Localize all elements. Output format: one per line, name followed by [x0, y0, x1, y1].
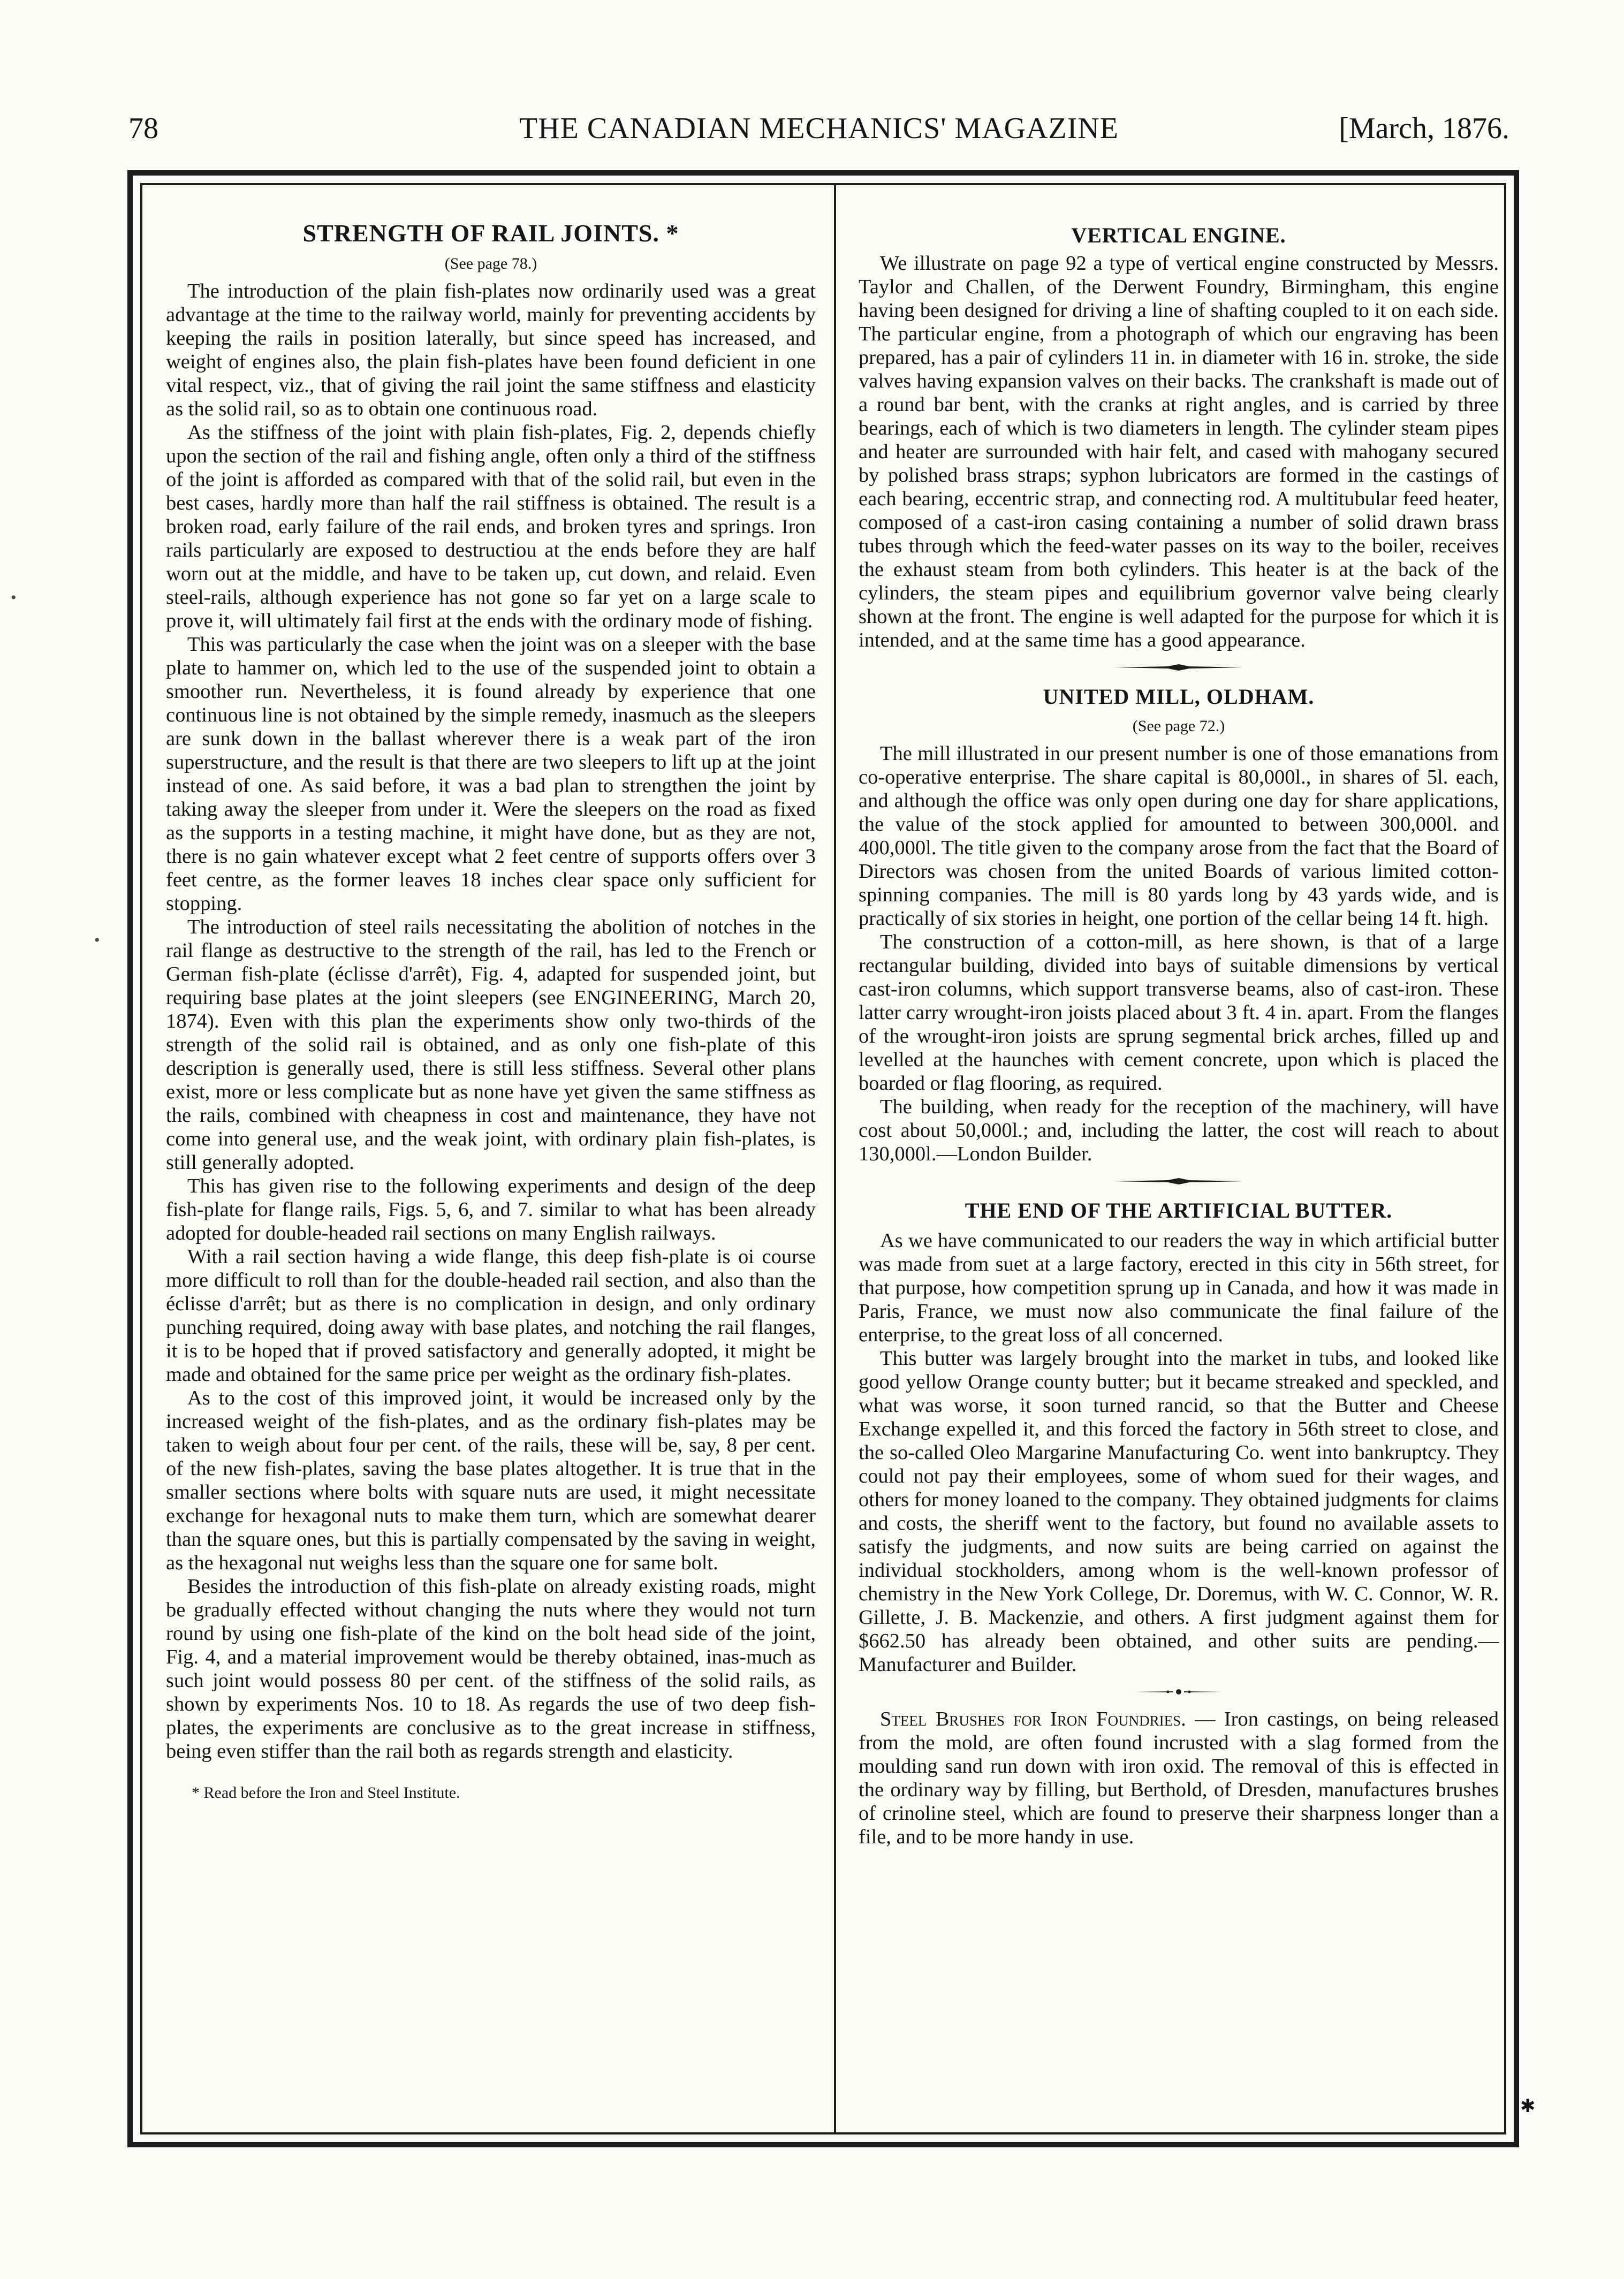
- magazine-title: THE CANADIAN MECHANICS' MAGAZINE: [519, 112, 1119, 145]
- article-title: UNITED MILL, OLDHAM.: [1043, 685, 1315, 709]
- paragraph: As to the cost of this improved joint, it would be increased only by the increased weight of the fish-plates, and as the ordinary fish-plates may be taken to weigh about four per cent. of the rails, these will be, say, 8 per cent. of the new fish-plates, saving the base plates altogether. It is true that in the smaller sections where bolts with square nuts are used, it might necessitate exchange for hexagonal nuts to make them turn, which are somewhat dearer than the square ones, but this is partially compensated by the saving in weight, as the hexagonal nut weighs less than the square one for same bolt.: [166, 1387, 816, 1574]
- see-page-note: (See page 72.): [1132, 717, 1225, 735]
- article-title: VERTICAL ENGINE.: [1071, 223, 1286, 247]
- section-divider-ornament: [1114, 1688, 1243, 1696]
- margin-mark: •: [94, 931, 100, 949]
- page-number: 78: [128, 112, 158, 145]
- running-head: [128, 110, 1509, 147]
- paragraph: This was particularly the case when the joint was on a sleeper with the base plate to hammer on, which led to the use of the suspended joint to obtain a smoother run. Nevertheless, it is found already by experience that one continuous line is not obtained by the simple remedy, inasmuch as the sleepers are sunk down in the ballast wherever there is a weak part of the iron superstructure, and the result is that there are two sleepers to lift up at the joint instead of one. As said before, it was a bad plan to strengthen the joint by taking away the sleeper from under it. Were the sleepers on the road as fixed as the supports in a testing machine, it might have done, but as they are not, there is no gain whatever except what 2 feet centre of supports offers over 3 feet centre, as the former leaves 18 inches clear space only sufficient for stopping.: [166, 633, 816, 915]
- article-united-mill: [859, 683, 1499, 1166]
- margin-mark: •: [11, 589, 17, 606]
- paragraph: Besides the introduction of this fish-plate on already existing roads, might be gradually effected without changing the nuts where they would not turn round by using one fish-plate of the kind on the bolt head side of the joint, Fig. 4, and a material improvement would be thereby obtained, inas-much as such joint would possess 80 per cent. of the stiffness of the solid rails, as shown by experiments Nos. 10 to 18. As regards the use of two deep fish-plates, the experiments are conclusive as to the great increase in stiffness, being even stiffer than the rail both as regards strength and elasticity.: [166, 1575, 816, 1763]
- paragraph: The introduction of the plain fish-plates now ordinarily used was a great advantage at the time to the railway world, mainly for preventing accidents by keeping the rails in position laterally, but since speed has increased, and weight of engines also, the plain fish-plates have been found deficient in one vital respect, viz., that of giving the rail joint the same stiffness and elasticity as the solid rail, so as to obtain one continuous road.: [166, 280, 816, 420]
- page-frame: [127, 170, 1519, 2147]
- article-artificial-butter: [859, 1197, 1499, 1676]
- article-steel-brushes: [859, 1707, 1499, 1849]
- left-column: [166, 217, 816, 2111]
- paragraph: This butter was largely brought into the market in tubs, and looked like good yellow Orange county butter; but it became streaked and speckled, and what was worse, it soon turned rancid, so that the Butter and Cheese Exchange expelled it, and this forced the factory in 56th street to close, and the so-called Oleo Margarine Manufacturing Co. went into bankruptcy. They could not pay their employees, some of whom sued for their wages, and others for money loaned to the company. They obtained judgments for claims and costs, the sheriff went to the factory, but found no available assets to satisfy the judgments, and now suits are being carried on against the individual stockholders, among whom is the well-known professor of chemistry in the New York College, Dr. Doremus, with W. C. Connor, W. R. Gillette, J. B. Mackenzie, and others. A first judgment against them for $662.50 has already been obtained, and other suits are pending.—Manufacturer and Builder.: [859, 1347, 1499, 1676]
- paragraph: The building, when ready for the reception of the machinery, will have cost about 50,000l.; and, including the latter, the cost will reach to about 130,000l.—London Builder.: [859, 1096, 1499, 1165]
- paragraph: [859, 1707, 1499, 1849]
- section-divider-ornament: [1114, 1178, 1243, 1185]
- paragraph: The introduction of steel rails necessitating the abolition of notches in the rail flange as destructive to the strength of the rail, has led to the French or German fish-plate (éclisse d'arrêt), Fig. 4, adapted for suspended joint, but requiring base plates at the joint sleepers (see ENGINEERING, March 20, 1874). Even with this plan the experiments show only two-thirds of the strength of the solid rail is obtained, and as only one fish-plate of this description is generally used, there is still less stiffness. Several other plans exist, more or less complicate but as none have yet given the same stiffness as the rails, combined with cheapness in cost and maintenance, they have not come into general use, and the weak joint, with ordinary plain fish-plates, is still generally adopted.: [166, 916, 816, 1174]
- article-vertical-engine: [859, 222, 1499, 652]
- paragraph: As we have communicated to our readers the way in which artificial butter was made from suet at a large factory, erected in this city in 56th street, for that purpose, how competition sprung up in Canada, and how it was made in Paris, France, we must now also communicate the final failure of the enterprise, to the great loss of all concerned.: [859, 1229, 1499, 1346]
- article-title: THE END OF THE ARTIFICIAL BUTTER.: [965, 1198, 1393, 1222]
- right-column: [859, 217, 1499, 2111]
- paragraph: We illustrate on page 92 a type of vertical engine constructed by Messrs. Taylor and Challen, of the Derwent Foundry, Birmingham, this engine having been designed for driving a line of shafting coupled to it on each side. The particular engine, from a photograph of which our engraving has been prepared, has a pair of cylinders 11 in. in diameter with 16 in. stroke, the side valves having expansion valves on their backs. The crankshaft is made out of a round bar bent, with the cranks at right angles, and is carried by three bearings, each of which is two diameters in length. The cylinder steam pipes and heater are surrounded with hair felt, and cased with mahogany secured by polished brass straps; syphon lubricators are formed in the castings of each bearing, eccentric strap, and connecting rod. A multitubular feed heater, composed of a cast-iron casing containing a number of solid drawn brass tubes through which the feed-water passes on its way to the boiler, receives the exhaust steam from both cylinders. This heater is at the back of the cylinders, the steam pipes and equilibrium governor valve being clearly shown at the front. The engine is well adapted for the purpose for which it is intended, and at the same time has a good appearance.: [859, 252, 1499, 651]
- see-page-note: (See page 78.): [444, 255, 537, 272]
- run-in-heading: Steel Brushes for Iron Foundries.: [880, 1708, 1186, 1730]
- paragraph: With a rail section having a wide flange, this deep fish-plate is oi course more difficult to roll than for the double-headed rail section, and also than the éclisse d'arrêt; but as there is no complication in design, and only ordinary punching required, doing away with base plates, and notching the rail flanges, it is to be hoped that if proved satisfactory and generally adopted, it might be made and obtained for the same price per weight as the ordinary fish-plates.: [166, 1245, 816, 1386]
- issue-date: [March, 1876.: [1339, 112, 1509, 145]
- footnote: * Read before the Iron and Steel Institute.: [192, 1784, 460, 1802]
- paragraph: As the stiffness of the joint with plain fish-plates, Fig. 2, depends chiefly upon the section of the rail and fishing angle, often only a third of the stiffness of the joint is afforded as compared with that of the solid rail, but even in the best cases, hardly more than half the rail stiffness is obtained. The result is a broken road, early failure of the rail ends, and broken tyres and springs. Iron rails particularly are exposed to destructiou at the ends before they are half worn out at the middle, and have to be taken up, cut down, and relaid. Even steel-rails, although experience has not gone so far yet on a large scale to prove it, will ultimately fail first at the ends with the ordinary mode of fishing.: [166, 421, 816, 632]
- paragraph-text: — Iron castings, on being released from the mold, are often found incrusted with a slag formed from the moulding sand run down with iron oxid. The removal of this is effected in the ordinary way by filling, but Berthold, of Dresden, manufactures brushes of crinoline steel, which are found to preserve their sharpness longer than a file, and to be more handy in use.: [859, 1708, 1499, 1848]
- inner-frame: [140, 183, 1506, 2134]
- margin-star-mark: ✱: [1520, 2096, 1536, 2116]
- section-divider-ornament: [1114, 664, 1243, 671]
- paragraph: This has given rise to the following experiments and design of the deep fish-plate for flange rails, Figs. 5, 6, and 7. similar to what has been already adopted for double-headed rail sections on many English railways.: [166, 1175, 816, 1244]
- paragraph: The mill illustrated in our present number is one of those emanations from co-operative enterprise. The share capital is 80,000l., in shares of 5l. each, and although the office was only open during one day for share applications, the value of the stock applied for amounted to between 300,000l. and 400,000l. The title given to the company arose from the fact that the Board of Directors was chosen from the united Boards of various limited cotton-spinning companies. The mill is 80 yards long by 43 yards wide, and is practically of six stories in height, one portion of the cellar being 14 ft. high.: [859, 742, 1499, 930]
- article-title: STRENGTH OF RAIL JOINTS. *: [302, 219, 679, 247]
- article-strength-of-rail-joints: [166, 217, 816, 1804]
- column-rule: [834, 185, 836, 2132]
- paragraph: The construction of a cotton-mill, as here shown, is that of a large rectangular building, divided into bays of suitable dimensions by vertical cast-iron columns, which support transverse beams, also of cast-iron. These latter carry wrought-iron joists placed about 3 ft. 4 in. apart. From the flanges of the wrought-iron joists are sprung segmental brick arches, filled up and levelled at the haunches with cement concrete, upon which is placed the boarded or flag flooring, as required.: [859, 931, 1499, 1095]
